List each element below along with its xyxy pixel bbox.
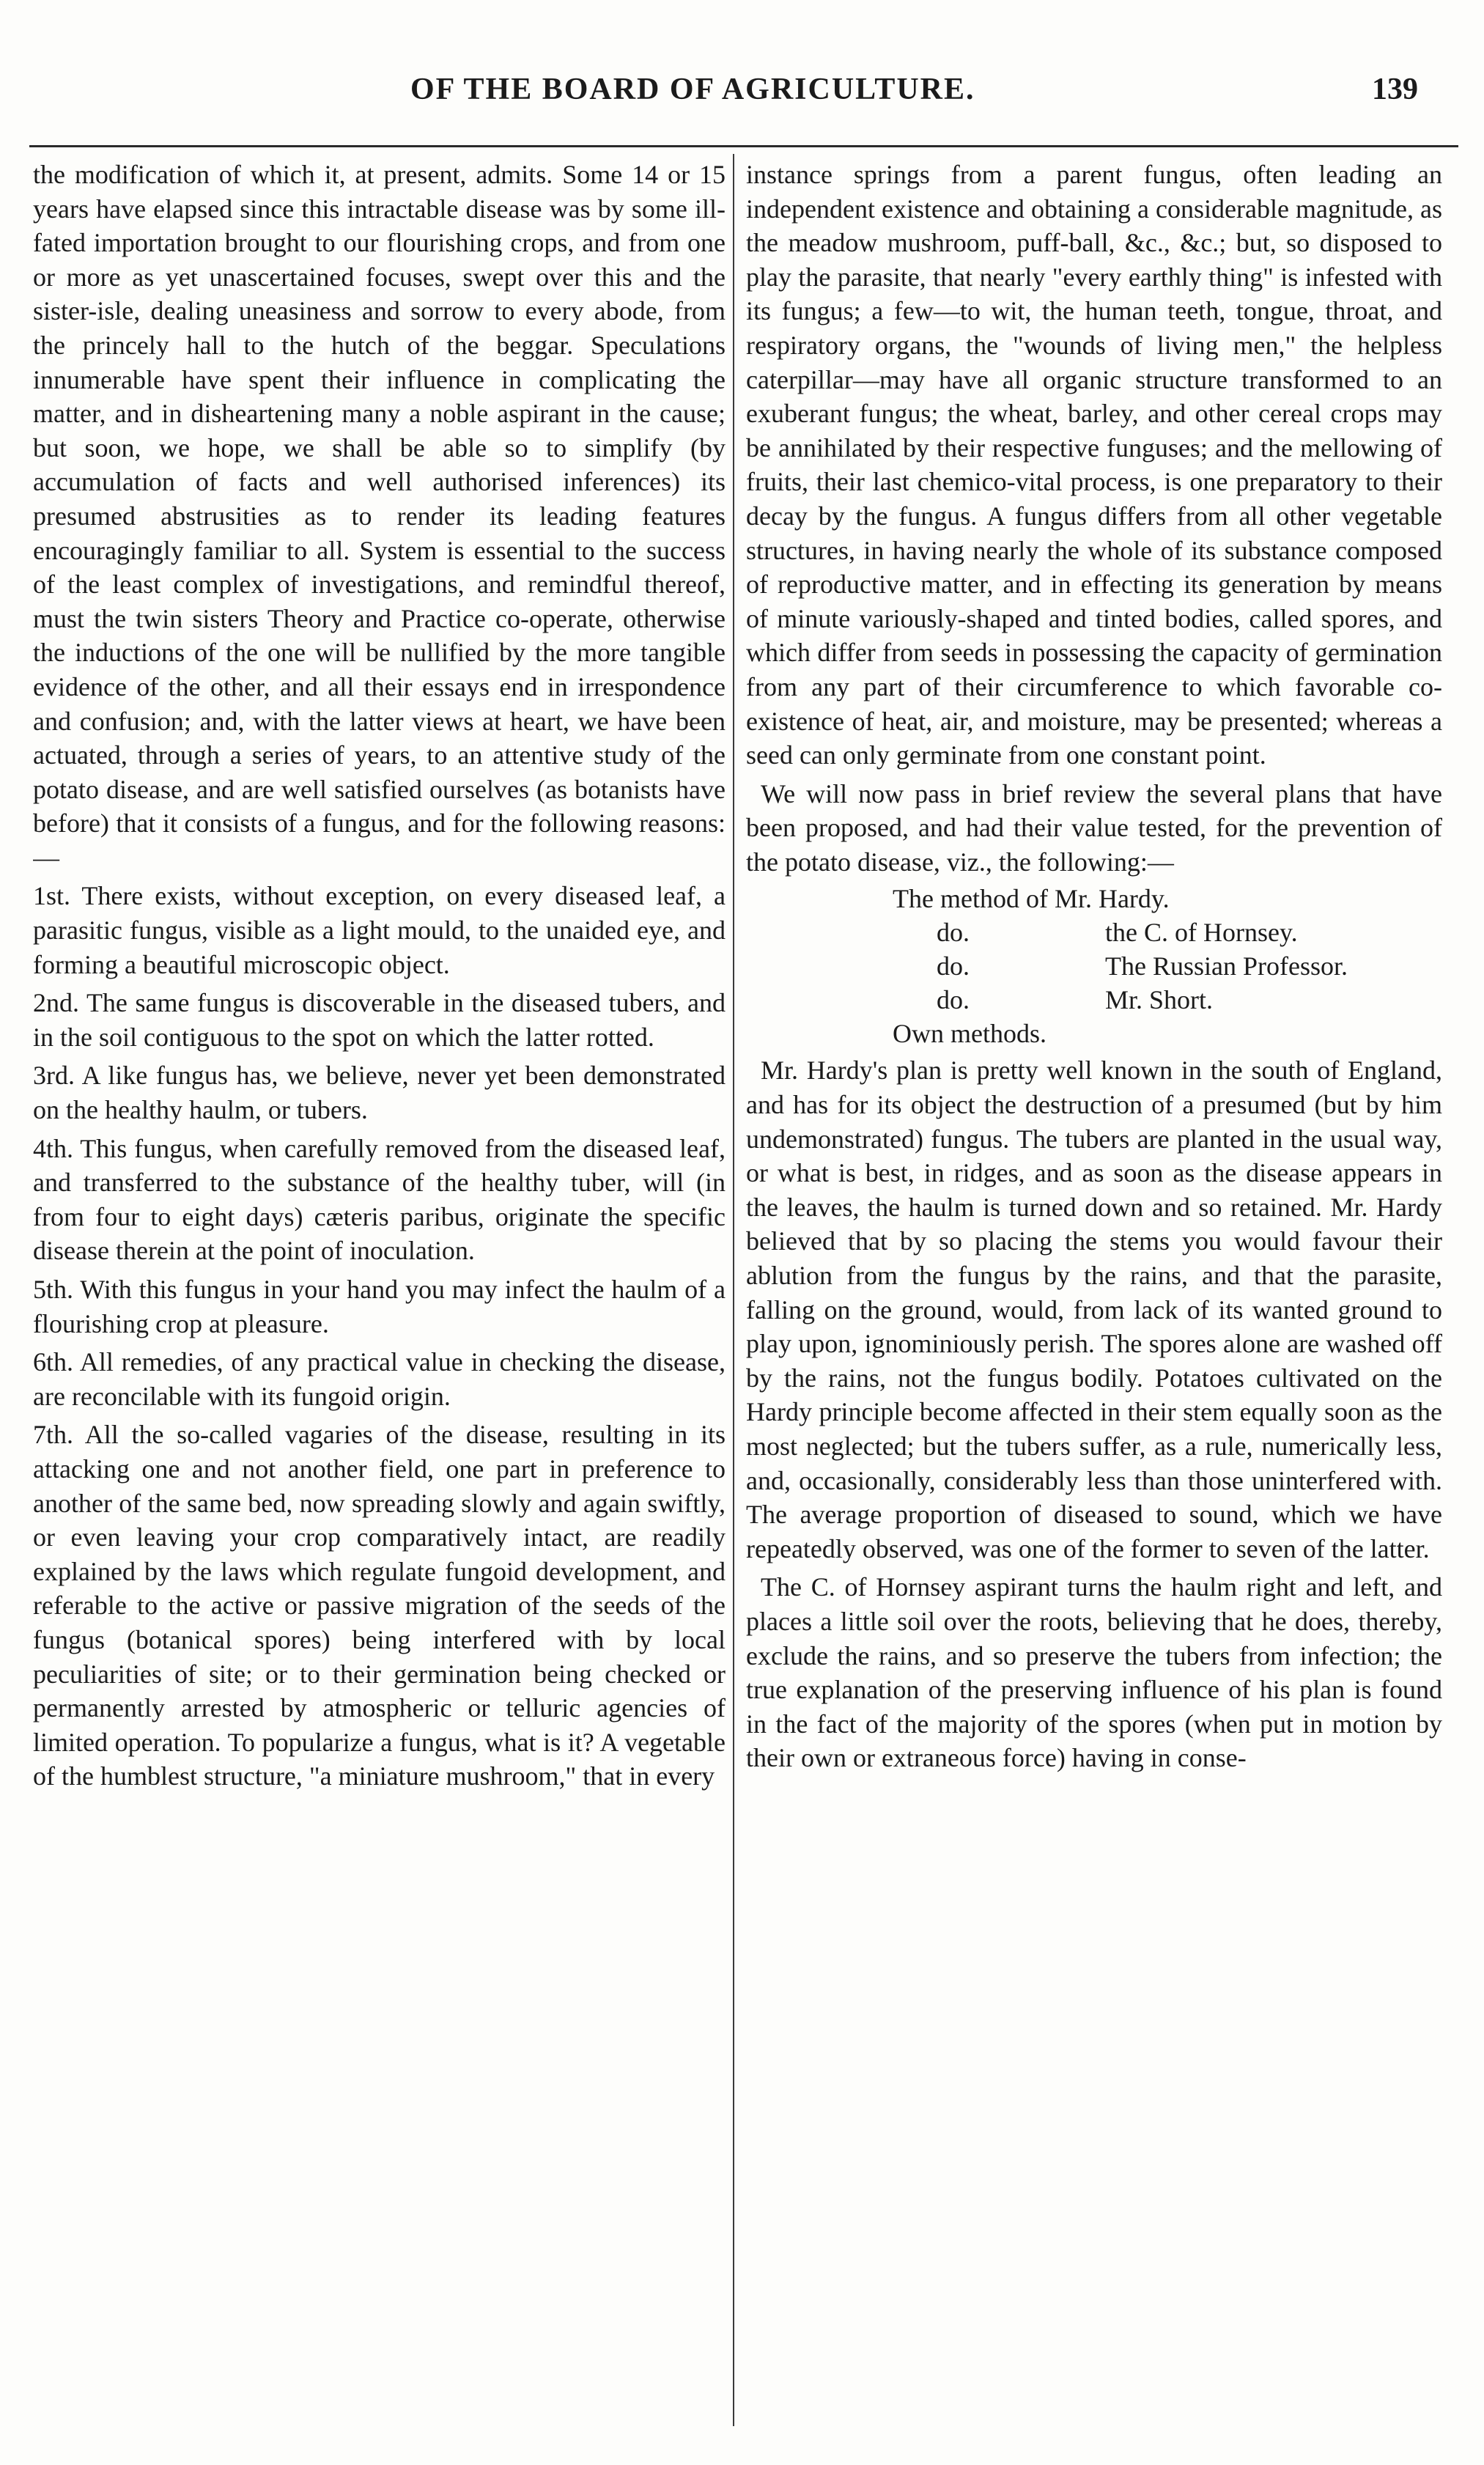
method-own: Own methods.: [893, 1019, 1046, 1049]
page-header: [0, 72, 1484, 123]
reason-3: 3rd. A like fungus has, we believe, never yet been demonstrated on the healthy haulm, or tubers.: [33, 1061, 726, 1125]
paragraph-hardy-plan: Mr. Hardy's plan is pretty well known in the south of England, and has for its object the destruction of a presumed (but by him undemonstrated) fungus. The tubers are planted in the usual way, or what is best, in ridges, and as soon as the disease appears in the leaves, the haulm is turned down and so retained. Mr. Hardy believed that by so placing the stems you would favour their ablution from the fungus by the rains, and that the parasite, falling on the ground, would, from lack of its wanted ground to play upon, ignominiously perish. The spores alone are washed off by the rains, not the fungus bodily. Potatoes cultivated on the Hardy principle become affected in their stem equally soon as the most neglected; but the tubers suffer, as a rule, numerically less, and, occasionally, considerably less than those uninterfered with. The average proportion of diseased to sound, which we have repeatedly observed, was one of the former to seven of the latter.: [746, 1055, 1442, 1563]
paragraph-hornsey-plan: The C. of Hornsey aspirant turns the haulm right and left, and places a little soil over the roots, believing that he does, thereby, exclude the rains, and so preserve the tubers from infection; the true explanation of the preserving influence of his plan is found in the fact of the majority of the spores (when put in motion by their own or extraneous force) having in conse-: [746, 1572, 1442, 1773]
column-divider: [733, 154, 734, 2426]
methods-list: [746, 882, 1442, 1050]
left-column: [33, 158, 726, 2415]
method-short: do. Mr. Short.: [937, 985, 1214, 1015]
running-title: OF THE BOARD OF AGRICULTURE.: [410, 73, 975, 106]
reason-4: 4th. This fungus, when carefully removed from the diseased leaf, and transferred to the substance of the healthy tuber, will (in from four to eight days) cæteris paribus, originate the specific disease therein at the point of inoculation.: [33, 1133, 726, 1266]
page-number: 139: [1372, 73, 1418, 106]
right-column: [746, 158, 1442, 2415]
method-hornsey: do. the C. of Hornsey.: [937, 918, 1298, 948]
method-russian-professor: do. The Russian Professor.: [937, 951, 1348, 981]
reason-7: 7th. All the so-called vagaries of the disease, resulting in its attacking one and not another field, one part in preference to another of the same bed, now spreading slowly and again swiftly, or even leaving your crop comparatively intact, are readily explained by the laws which regulate fungoid development, and referable to the active or passive migration of the seeds of the fungus (botanical spores) being interfered with by local peculiarities of site; or to their germination being checked or permanently arrested by atmospheric or telluric agencies of limited operation. To popularize a fungus, what is it? A vegetable of the humblest structure, "a miniature mushroom," that in every: [33, 1420, 726, 1791]
reason-2: 2nd. The same fungus is discoverable in the diseased tubers, and in the soil contiguous to the spot on which the latter rotted.: [33, 988, 726, 1052]
paragraph-review-intro: We will now pass in brief review the several plans that have been proposed, and had their value tested, for the prevention of the potato disease, viz., the following:—: [746, 778, 1442, 877]
paragraph-fungus-description: instance springs from a parent fungus, often leading an independent existence and obtaining a considerable magnitude, as the meadow mushroom, puff-ball, &c., &c.; but, so disposed to play the parasite, that nearly "every earthly thing" is infested with its fungus; a few—to wit, the human teeth, tongue, throat, and respiratory organs, the "wounds of living men," the helpless caterpillar—may have all organic structure transformed to an exuberant fungus; the wheat, barley, and other cereal crops may be annihilated by their respective funguses; and the mellowing of fruits, their last chemico-vital process, is one preparatory to their decay by the fungus. A fungus differs from all other vegetable structures, in having nearly the whole of its substance composed of reproductive matter, and in effecting its generation by means of minute variously-shaped and tinted bodies, called spores, and which differ from seeds in possessing the capacity of germination from any part of their circumference to which favorable co-existence of heat, air, and moisture, may be presented; whereas a seed can only germinate from one constant point.: [746, 160, 1442, 770]
intro-paragraph: the modification of which it, at present, admits. Some 14 or 15 years have elapsed since this intractable disease was by some ill-fated importation brought to our flourishing crops, and from one or more as yet unascertained focuses, swept over this and the sister-isle, dealing uneasiness and sorrow to every abode, from the princely hall to the hutch of the beggar. Speculations innumerable have spent their influence in complicating the matter, and in disheartening many a noble aspirant in the cause; but soon, we hope, we shall be able so to simplify (by accumulation of facts and well authorised inferences) its presumed abstrusities as to render its leading features encouragingly familiar to all. System is essential to the success of the least complex of investigations, and remindful thereof, must the twin sisters Theory and Practice co-operate, otherwise the inductions of the one will be nullified by the more tangible evidence of the other, and all their essays end in irrespondence and confusion; and, with the latter views at heart, we have been actuated, through a series of years, to an attentive study of the potato disease, and are well satisfied ourselves (as botanists have before) that it consists of a fungus, and for the following reasons:—: [33, 160, 726, 872]
reason-1: 1st. There exists, without exception, on every diseased leaf, a parasitic fungus, visible as a light mould, to the unaided eye, and forming a beautiful microscopic object.: [33, 881, 726, 979]
header-rule: [29, 145, 1458, 147]
reason-6: 6th. All remedies, of any practical value in checking the disease, are reconcilable with its fungoid origin.: [33, 1347, 726, 1411]
reason-5: 5th. With this fungus in your hand you may infect the haulm of a flourishing crop at pleasure.: [33, 1275, 726, 1338]
method-hardy: The method of Mr. Hardy.: [893, 884, 1170, 914]
